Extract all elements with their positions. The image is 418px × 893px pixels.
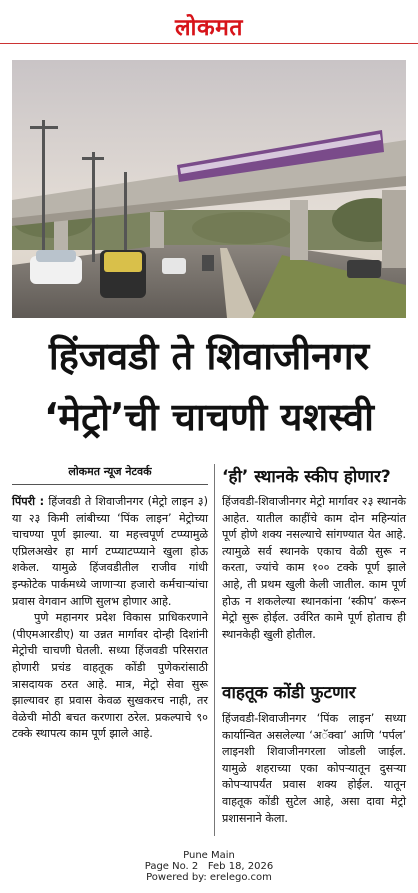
footer-edition: Pune Main bbox=[183, 850, 235, 861]
newspaper-logo: लोकमत bbox=[174, 15, 244, 41]
headline-line-2: ‘मेट्रो’ची चाचणी यशस्वी bbox=[43, 395, 375, 439]
right-paragraph-1: हिंजवडी-शिवाजीनगर मेट्रो मार्गावर २३ स्थानके आहेत. यातील काहींचे काम दोन महिन्यांत पूर्ण होणे शक्य नसल्याचे सांगण्यात येत आहे. त्यामुळे सर्व स्थानके एकाच वेळी सुरू न करता, ज्यांचे काम १०० टक्के पूर्ण झाले आहे, ती प्रथम खुली केली जातील. काम पूर्ण होऊ न शकलेल्या स्थानकांना ‘स्कीप’ करून मेट्रो सुरू होईल. उर्वरित कामे पूर्ण होताच ही स्थानकेही खुली होतील. bbox=[222, 495, 406, 641]
right-paragraph-2: हिंजवडी-शिवाजीनगर ‘पिंक लाइन’ सध्या कार्यान्वित असलेल्या ‘अॅक्वा’ आणि ‘पर्पल’ लाइनशी शिवाजीनगरला जोडली जाईल. यामुळे शहराच्या एका कोपऱ्यातून दुसऱ्या कोपऱ्यापर्यंत प्रवास शक्य होईल. यातून वाहतूक कोंडी सुटेल आहे, असा दावा मेट्रो प्रशासनाने केला. bbox=[222, 712, 406, 825]
subheading-traffic: वाहतूक कोंडी फुटणार bbox=[222, 683, 356, 703]
footer-page-date bbox=[0, 861, 418, 872]
left-paragraph-1-text: हिंजवडी ते शिवाजीनगर (मेट्रो लाइन ३) या २३ किमी लांबीच्या ‘पिंक लाइन’ मेट्रोच्या चाचण्या पूर्ण झाल्या. या महत्त्वपूर्ण टप्प्यामुळे एप्रिलअखेर हा मार्ग टप्प्याटप्प्याने खुला होऊ शकेल. यामुळे हिंजवडीतील राजीव गांधी इन्फोटेक पार्कमध्ये जाणाऱ्या हजारो कर्मचाऱ्यांचा प्रवास वेगवान आणि सुलभ होणार आहे. bbox=[12, 495, 208, 608]
masthead-rule bbox=[0, 43, 418, 44]
footer-powered-by[interactable]: Powered by: erelego.com bbox=[146, 872, 272, 883]
subheading-stations: ‘ही’ स्थानके स्कीप होणार? bbox=[222, 467, 391, 487]
footer-page: Page No. 2 bbox=[144, 861, 199, 872]
headline-line-1: हिंजवडी ते शिवाजीनगर bbox=[48, 334, 370, 378]
footer-date: Feb 18, 2026 bbox=[207, 861, 274, 872]
left-paragraph-1 bbox=[12, 494, 208, 610]
left-paragraph-2: पुणे महानगर प्रदेश विकास प्राधिकरणाने (पीएमआरडीए) या उन्नत मार्गावर दोन्ही दिशांनी मेट्रोची चाचणी घेतली. सध्या हिंजवडी परिसरात होणारी प्रचंड वाहतूक कोंडी पुणेकरांसाठी त्रासदायक ठरत आहे. मात्र, मेट्रो सेवा सुरू झाल्यावर हा प्रवास केवळ सुखकरच नाही, तर वेळेची मोठी बचत करणारा ठरेल. प्रकल्पाचे ९० टक्के स्थापत्य काम पूर्ण झाले आहे. bbox=[12, 611, 208, 741]
column-divider bbox=[214, 464, 215, 836]
byline: लोकमत न्यूज नेटवर्क bbox=[68, 465, 152, 478]
masthead bbox=[0, 0, 418, 44]
news-photo bbox=[12, 60, 406, 318]
dateline-city: पिंपरी : bbox=[12, 495, 45, 508]
byline-rule bbox=[12, 484, 208, 485]
left-column bbox=[12, 494, 208, 743]
